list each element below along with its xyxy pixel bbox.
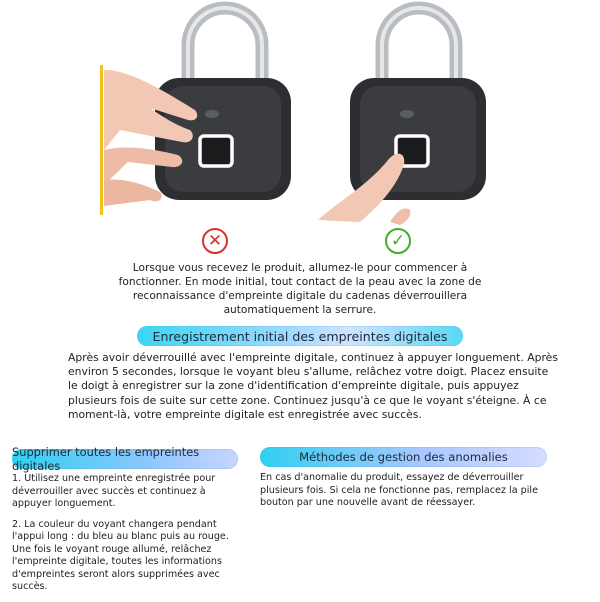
padlock-wrong-illustration — [0, 0, 300, 225]
delete-instructions — [12, 473, 244, 602]
correct-icon — [385, 228, 411, 254]
yellow-edge-line — [100, 65, 103, 215]
intro-paragraph: Lorsque vous recevez le produit, allumez-le pour commencer à fonctionner. En mode initial, tout contact de la peau avec la zone de reconnaissance d'empreinte digitale du cadenas déverrouillera automatiquement la serrure. — [118, 262, 482, 316]
registration-banner: Enregistrement initial des empreintes digitales — [137, 326, 463, 346]
padlock-photo-wrong — [0, 0, 300, 225]
delete-step-2: 2. La couleur du voyant changera pendant l'appui long : du bleu au blanc puis au rouge. Une fois le voyant rouge allumé, relâchez l'empreinte digitale, toutes les informations d'empreintes seront alors supprimées avec succès. — [12, 518, 229, 592]
fingerprint-sensor — [200, 136, 232, 166]
registration-paragraph: Après avoir déverrouillé avec l'empreinte digitale, continuez à appuyer longuement. Après environ 5 secondes, lorsque le voyant bleu s'allume, relâchez votre doigt. Placez ensuite le doigt à enregistrer sur la zone d'identification d'empreinte digitale, puis appuyez plusieurs fois de suite sur cette zone. Continuez jusqu'à ce que le voyant s'éteigne. À ce moment-là, votre empreinte digitale est enregistrée avec succès. — [68, 351, 558, 421]
indicator-light — [205, 110, 219, 118]
delete-step-1: 1. Utilisez une empreinte enregistrée pour déverrouiller avec succès et continuez à appuyer longuement. — [12, 473, 216, 509]
hand-knuckle — [390, 208, 410, 225]
wrong-icon — [202, 228, 228, 254]
hand-lower-finger — [104, 180, 162, 207]
delete-fingerprints-banner: Supprimer toutes les empreintes digitales — [12, 449, 238, 469]
padlock-photo-correct — [300, 0, 600, 225]
anomalies-banner: Méthodes de gestion des anomalies — [260, 447, 547, 467]
indicator-light — [400, 110, 414, 118]
padlock-correct-illustration — [300, 0, 600, 225]
x-icon: ✕ — [207, 231, 223, 251]
checkmark-icon: ✓ — [390, 231, 406, 251]
anomalies-paragraph: En cas d'anomalie du produit, essayez de déverrouiller plusieurs fois. Si cela ne fonctionne pas, remplacez la pile bouton par une nouvelle avant de réessayer. — [260, 472, 538, 508]
